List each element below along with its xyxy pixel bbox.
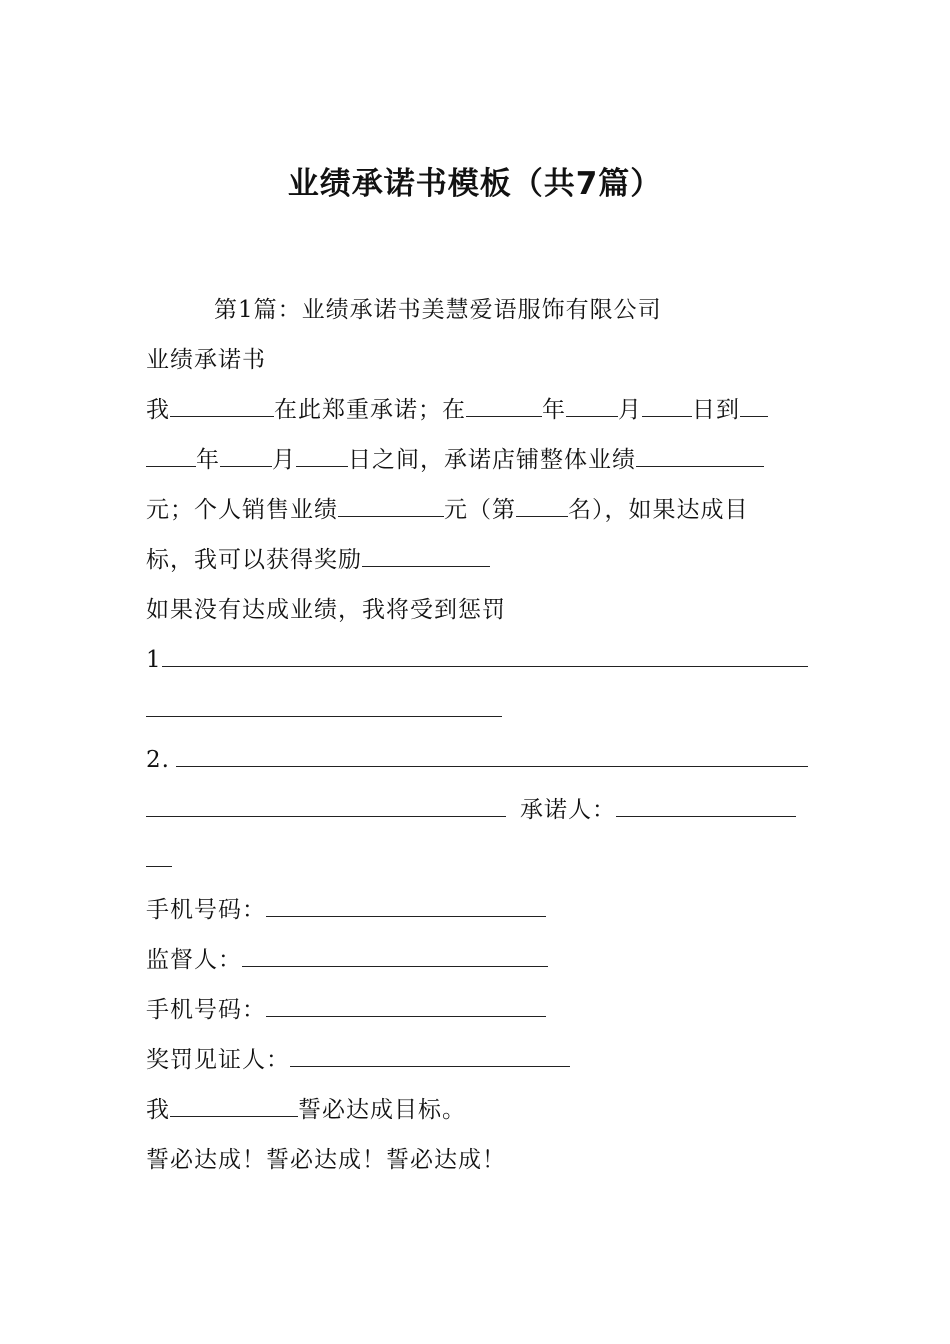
text-fragment: 名），如果达成目: [568, 497, 749, 523]
store-target-blank: [636, 446, 764, 467]
reward-blank: [362, 546, 490, 567]
month-blank: [566, 396, 618, 417]
supervisor-label: 监督人：: [146, 947, 242, 973]
rank-blank: [516, 496, 568, 517]
day-blank: [642, 396, 692, 417]
text-fragment: 誓必达成目标。: [298, 1097, 466, 1123]
name-blank: [170, 396, 274, 417]
promiser-blank: [616, 796, 796, 817]
text-fragment: 月: [272, 447, 296, 473]
phone-label: 手机号码：: [146, 997, 266, 1023]
witness-label: 奖罚见证人：: [146, 1047, 290, 1073]
text-fragment: 标，我可以获得奖励: [146, 547, 362, 573]
supervisor-line: [146, 945, 806, 975]
text-fragment: 月: [618, 397, 642, 423]
phone-line-1: [146, 895, 806, 925]
text-fragment: 元；个人销售业绩: [146, 497, 338, 523]
personal-target-blank: [338, 496, 444, 517]
penalty-item-1-cont: [146, 695, 806, 725]
text-fragment: 日到: [692, 397, 740, 423]
penalty-intro: 如果没有达成业绩，我将受到惩罚: [146, 597, 506, 623]
commitment-line-2: [146, 445, 806, 475]
commitment-line-3: [146, 495, 806, 525]
text-fragment: 年: [196, 447, 220, 473]
text-fragment: 年: [542, 397, 566, 423]
text-fragment: 我: [146, 1097, 170, 1123]
witness-blank: [290, 1046, 570, 1067]
promiser-blank-cont: [146, 846, 172, 867]
text-fragment: 在此郑重承诺；在: [274, 397, 466, 423]
phone-label: 手机号码：: [146, 897, 266, 923]
penalty-2-blank: [176, 746, 808, 767]
vow-name-blank: [170, 1096, 298, 1117]
penalty-1-blank-cont: [146, 696, 502, 717]
promiser-label: 承诺人：: [520, 797, 616, 823]
phone-blank: [266, 896, 546, 917]
supervisor-blank: [242, 946, 548, 967]
phone-line-2: [146, 995, 806, 1025]
commitment-line-1: [146, 395, 806, 425]
text-fragment: 日之间，承诺店铺整体业绩: [348, 447, 636, 473]
slogan: 誓必达成！誓必达成！誓必达成！: [146, 1147, 506, 1173]
item-number: 1: [146, 647, 162, 673]
penalty-2-blank-cont: [146, 796, 506, 817]
end-year-blank: [740, 396, 768, 417]
item-number: 2.: [146, 747, 170, 773]
text-fragment: 我: [146, 397, 170, 423]
promiser-line-cont: [146, 845, 806, 875]
end-year-blank-cont: [146, 446, 196, 467]
phone-blank: [266, 996, 546, 1017]
commitment-line-4: [146, 545, 806, 575]
end-day-blank: [296, 446, 348, 467]
year-blank: [466, 396, 542, 417]
witness-line: [146, 1045, 806, 1075]
penalty-item-2: [146, 745, 806, 775]
promiser-line: [146, 795, 806, 825]
text-fragment: 元（第: [444, 497, 516, 523]
section-heading: 第1篇：业绩承诺书美慧爱语服饰有限公司: [214, 297, 662, 323]
end-month-blank: [220, 446, 272, 467]
penalty-item-1: [146, 645, 806, 675]
vow-line: [146, 1095, 806, 1125]
document-title: 业绩承诺书模板（共7篇）: [287, 166, 663, 202]
sub-heading: 业绩承诺书: [146, 347, 266, 373]
penalty-1-blank: [162, 646, 808, 667]
